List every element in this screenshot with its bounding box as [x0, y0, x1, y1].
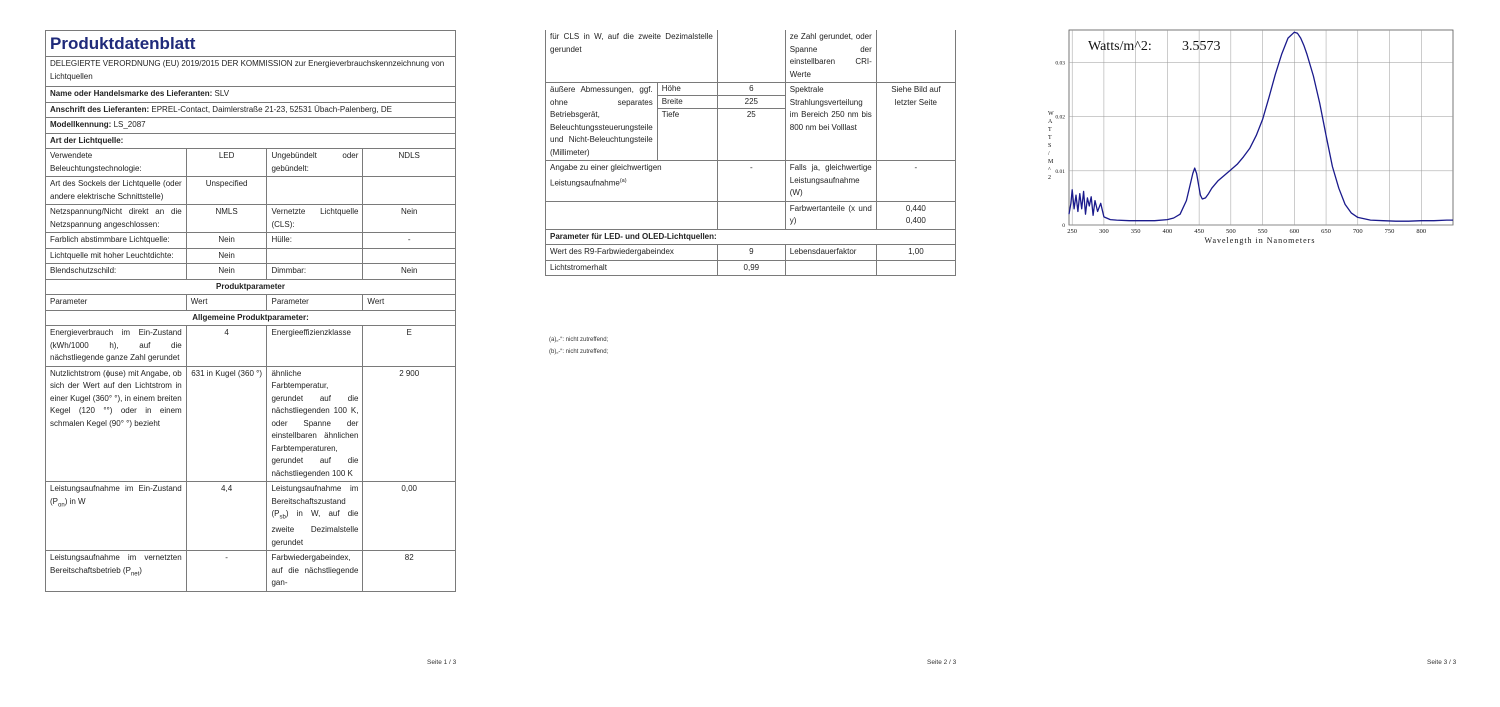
table-row	[46, 248, 456, 264]
page-title: Produktdatenblatt	[46, 31, 456, 57]
model-label: Modellkennung:	[50, 120, 112, 129]
param-value: 4	[186, 326, 267, 367]
light-source-type-heading: Art der Lichtquelle:	[46, 133, 456, 149]
col-header-value: Wert	[186, 295, 267, 311]
table-row	[46, 551, 456, 592]
table-row	[46, 233, 456, 249]
chart-title-value: 3.5573	[1182, 39, 1221, 54]
table-row	[546, 260, 956, 276]
y-tick-label: 0.02	[1055, 114, 1065, 121]
page-1	[0, 0, 500, 707]
page-2	[500, 0, 1000, 707]
x-tick-label: 600	[1289, 228, 1300, 235]
x-tick-label: 350	[1130, 228, 1141, 235]
model-value: LS_2087	[113, 120, 146, 129]
param-value: Nein	[186, 264, 267, 280]
param-label: Hülle:	[267, 233, 363, 249]
x-tick-label: 550	[1257, 228, 1268, 235]
model-row	[46, 118, 456, 134]
param-label: Netzspannung/Nicht direkt an die Netzspannung angeschlossen:	[46, 205, 187, 233]
spectral-distribution-chart	[1040, 20, 1500, 270]
table-row	[46, 149, 456, 177]
param-label: Farbwiedergabeindex, auf die nächstliegende gan-	[267, 551, 363, 592]
table-row	[46, 177, 456, 205]
product-datasheet-table	[45, 30, 456, 592]
x-tick-label: 450	[1194, 228, 1204, 235]
dim-depth-label: Tiefe	[661, 110, 680, 119]
param-label: Art des Sockels der Lichtquelle (oder andere elektrische Schnittstelle)	[46, 177, 187, 205]
supplier-address-label: Anschrift des Lieferanten:	[50, 104, 150, 114]
supplier-name-value: SLV	[214, 89, 230, 98]
product-params-heading: Produktparameter	[46, 279, 456, 295]
x-tick-label: 750	[1384, 228, 1395, 235]
param-value: Nein	[363, 205, 456, 233]
footnote-a: (a)„-“: nicht zutreffend;	[549, 337, 609, 343]
page-footer: Seite 2 / 3	[927, 659, 957, 666]
param-value: Nein	[186, 248, 267, 264]
table-row	[546, 201, 956, 229]
param-label: Angabe zu einer gleichwertigen Leistungsaufnahme$^{(a)}$	[546, 161, 718, 202]
param-value: -	[186, 551, 267, 592]
param-value: 0,00	[363, 482, 456, 551]
x-tick-label: 300	[1099, 228, 1109, 235]
param-value: NDLS	[363, 149, 456, 177]
param-value: 1,00	[876, 245, 955, 261]
footnote-b: (b)„-“: nicht zutreffend;	[549, 349, 609, 355]
param-label: Leistungsaufnahme im vernetzten Bereitschaftsbetrieb $(P_{net})$	[46, 551, 187, 592]
page-3	[1000, 0, 1500, 707]
page-footer: Seite 1 / 3	[427, 659, 457, 666]
y-axis-label: W A T T S / M ^ 2	[1048, 111, 1054, 181]
table-row	[46, 366, 456, 482]
param-label: Energieeffizienzklasse	[267, 326, 363, 367]
param-value: Siehe Bild auf letzter Seite	[876, 83, 955, 161]
param-value: Nein	[186, 233, 267, 249]
dimension-labels	[657, 83, 717, 161]
param-label: Leistungsaufnahme im Bereitschaftszustand $(P_{sb})$ in W, auf die zweite Dezimalstelle gerundet	[267, 482, 363, 551]
param-label: Lichtquelle mit hoher Leuchtdichte:	[46, 248, 187, 264]
x-tick-label: 500	[1225, 228, 1236, 235]
table-row	[46, 482, 456, 551]
table-row	[546, 161, 956, 202]
x-tick-label: 800	[1416, 228, 1427, 235]
general-params-heading: Allgemeine Produktparameter:	[46, 310, 456, 326]
param-value: 631 in Kugel (360 °)	[186, 366, 267, 482]
col-header-value: Wert	[363, 295, 456, 311]
supplier-name-label: Name oder Handelsmarke des Lieferanten:	[50, 89, 213, 98]
param-label: Dimmbar:	[267, 264, 363, 280]
x-tick-label: 400	[1162, 228, 1173, 235]
param-label: Vernetzte Lichtquelle (CLS):	[267, 205, 363, 233]
param-label: Spektrale Strahlungsverteilung im Bereich 250 nm bis 800 nm bei Volllast	[785, 83, 876, 161]
y-tick-label: 0.03	[1055, 60, 1065, 67]
param-label: Nutzlichtstrom (ϕuse) mit Angabe, ob sich der Wert auf den Lichtstrom in einer Kugel (360° °), in einem breiten Kegel (120 °°) oder in einem schmalen Kegel (90° °) bezieht	[46, 366, 187, 482]
supplier-name-row	[46, 87, 456, 103]
param-label: Leistungsaufnahme im Ein-Zustand $(P_{on})$ in W	[46, 482, 187, 551]
y-tick-label: 0.01	[1055, 168, 1065, 175]
chart-title: Watts/m^2:	[1088, 39, 1152, 54]
x-tick-label: 250	[1067, 228, 1078, 235]
param-label: Verwendete Beleuchtungstechnologie:	[46, 149, 187, 177]
param-label: äußere Abmessungen, ggf. ohne separates Betriebsgerät, Beleuchtungssteuerungsteile und Nicht-Beleuchtungsteile (Millimeter)	[546, 83, 658, 161]
page-footer: Seite 3 / 3	[1427, 659, 1457, 666]
regulation-text: DELEGIERTE VERORDNUNG (EU) 2019/2015 DER KOMMISSION zur Energieverbrauchskennzeichnung von Lichtquellen	[46, 57, 456, 87]
param-label: Farbwertanteile (x und y)	[785, 201, 876, 229]
param-label: Lichtstromerhalt	[546, 260, 718, 276]
table-row	[46, 264, 456, 280]
x-axis-label: Wavelength in Nanometers	[1204, 236, 1316, 245]
param-label: Blendschutzschild:	[46, 264, 187, 280]
table-row	[46, 205, 456, 233]
dim-height-value: 6	[718, 83, 785, 96]
dim-width-value: 225	[718, 96, 785, 109]
param-value: 4,4	[186, 482, 267, 551]
param-value: -	[717, 161, 785, 202]
dimension-values	[717, 83, 785, 161]
param-value: 0,440 0,400	[876, 201, 955, 229]
param-label: Wert des R9-Farbwiedergabeindex	[546, 245, 718, 261]
table-header-row	[46, 295, 456, 311]
param-label: Lebensdauerfaktor	[785, 245, 876, 261]
footnotes	[549, 334, 608, 358]
param-value: Unspecified	[186, 177, 267, 205]
param-value: 9	[717, 245, 785, 261]
table-row	[546, 245, 956, 261]
plot-frame	[1069, 30, 1453, 225]
table-row	[546, 30, 956, 83]
param-value: 0,99	[717, 260, 785, 276]
param-label: Farblich abstimmbare Lichtquelle:	[46, 233, 187, 249]
col-header-param: Parameter	[46, 295, 187, 311]
param-value: E	[363, 326, 456, 367]
dim-depth-value: 25	[746, 110, 756, 119]
param-value: -	[363, 233, 456, 249]
led-params-heading: Parameter für LED- und OLED-Lichtquellen:	[546, 229, 956, 245]
param-value: 82	[363, 551, 456, 592]
x-tick-label: 650	[1321, 228, 1331, 235]
param-label: Energieverbrauch im Ein-Zustand (kWh/1000 h), auf die nächstliegende ganze Zahl gerundet	[46, 326, 187, 367]
param-label: ähnliche Farbtemperatur, gerundet auf die nächstliegenden 100 K, oder Spanne der einstellbaren ähnlichen Farbtemperaturen, gerundet auf die nächstliegenden 100 K	[267, 366, 363, 482]
param-value: LED	[186, 149, 267, 177]
param-value: -	[876, 161, 955, 202]
param-label: für CLS in W, auf die zweite Dezimalstelle gerundet	[546, 30, 718, 83]
param-value: 2 900	[363, 366, 456, 482]
param-label: Falls ja, gleichwertige Leistungsaufnahme (W)	[785, 161, 876, 202]
x-tick-label: 700	[1352, 228, 1363, 235]
table-row	[46, 326, 456, 367]
dim-width-label: Breite	[658, 96, 717, 109]
y-tick-label: 0	[1062, 223, 1065, 229]
param-value: Nein	[363, 264, 456, 280]
supplier-address-row	[46, 102, 456, 118]
param-label: ze Zahl gerundet, oder Spanne der einstellbaren CRI-Werte	[785, 30, 876, 83]
dim-height-label: Höhe	[658, 83, 717, 96]
supplier-address-value: EPREL-Contact, Daimlerstraße 21-23, 52531 Übach-Palenberg, DE	[151, 104, 392, 114]
table-row	[546, 83, 956, 161]
product-datasheet-table-continued	[545, 30, 956, 276]
param-value: NMLS	[186, 205, 267, 233]
col-header-param: Parameter	[267, 295, 363, 311]
param-label: Ungebündelt oder gebündelt:	[267, 149, 363, 177]
